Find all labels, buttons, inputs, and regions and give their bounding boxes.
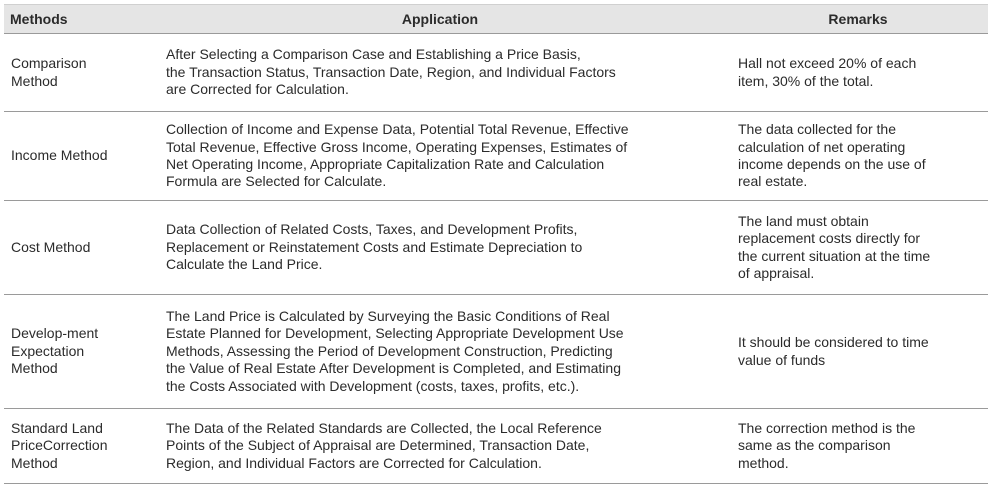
table-row <box>4 34 988 112</box>
table-row <box>4 295 988 409</box>
methods-table-container <box>4 4 988 484</box>
method-cell: Cost Method <box>4 201 152 295</box>
method-cell: Develop-ment Expectation Method <box>4 295 152 409</box>
table-row <box>4 112 988 201</box>
table-row <box>4 201 988 295</box>
method-cell: Standard Land PriceCorrection Method <box>4 409 152 484</box>
remarks-cell: The land must obtain replacement costs directly for the current situation at the time of appraisal. <box>728 201 988 295</box>
remarks-cell: Hall not exceed 20% of each item, 30% of the total. <box>728 34 988 112</box>
method-cell: Comparison Method <box>4 34 152 112</box>
remarks-cell: The data collected for the calculation of net operating income depends on the use of real estate. <box>728 112 988 201</box>
application-cell: The Data of the Related Standards are Collected, the Local Reference Points of the Subject of Appraisal are Determined, Transaction Date, Region, and Individual Factors are Corrected for Calculation. <box>152 409 728 484</box>
appraisal-methods-table <box>4 4 988 484</box>
application-cell: Collection of Income and Expense Data, Potential Total Revenue, Effective Total Revenue, Effective Gross Income, Operating Expenses, Estimates of Net Operating Income, Appropriate Capitalization Rate and Calculation Formula are Selected for Calculate. <box>152 112 728 201</box>
table-header <box>4 5 988 34</box>
header-methods: Methods <box>4 5 152 34</box>
header-remarks: Remarks <box>728 5 988 34</box>
application-cell: After Selecting a Comparison Case and Establishing a Price Basis, the Transaction Status, Transaction Date, Region, and Individual Factors are Corrected for Calculation. <box>152 34 728 112</box>
application-cell: Data Collection of Related Costs, Taxes, and Development Profits, Replacement or Reinstatement Costs and Estimate Depreciation to Calculate the Land Price. <box>152 201 728 295</box>
application-cell: The Land Price is Calculated by Surveying the Basic Conditions of Real Estate Planned for Development, Selecting Appropriate Development Use Methods, Assessing the Period of Development Construction, Predicting the Value of Real Estate After Development is Completed, and Estimating the Costs Associated with Development (costs, taxes, profits, etc.). <box>152 295 728 409</box>
header-application: Application <box>152 5 728 34</box>
header-row <box>4 5 988 34</box>
remarks-cell: The correction method is the same as the comparison method. <box>728 409 988 484</box>
table-body <box>4 34 988 484</box>
table-row <box>4 409 988 484</box>
method-cell: Income Method <box>4 112 152 201</box>
remarks-cell: It should be considered to time value of funds <box>728 295 988 409</box>
